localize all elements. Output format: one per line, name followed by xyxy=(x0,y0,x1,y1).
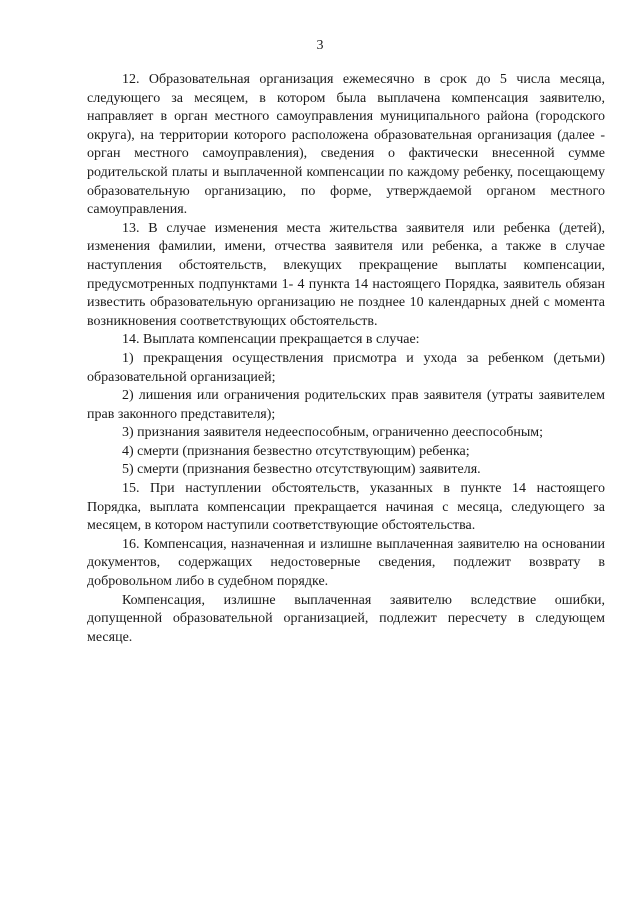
list-item-14-5: 5) смерти (признания безвестно отсутствующим) заявителя. xyxy=(122,462,481,478)
paragraph-14: 14. Выплата компенсации прекращается в случае: xyxy=(122,332,420,348)
paragraph-16: 16. Компенсация, назначенная и излишне выплаченная заявителю на основании документов, содержащих недостоверные сведения, подлежит возврату в добровольном либо в судебном порядке. xyxy=(87,536,605,590)
list-item-14-3: 3) признания заявителя недееспособным, ограниченно дееспособным; xyxy=(122,425,544,441)
list-item-14-2: 2) лишения или ограничения родительских прав заявителя (утраты заявителем прав законного представителя); xyxy=(87,388,605,422)
paragraph-12: 12. Образовательная организация ежемесячно в срок до 5 числа месяца, следующего за месяцем, в котором была выплачена компенсация заявителю, направляет в орган местного самоуправления муниципального района (городского округа), на территории которого расположена образовательная организация (далее - орган местного самоуправления), сведения о фактически внесенной сумме родительской платы и выплаченной компенсации по каждому ребенку, посещающему образовательную организацию, по форме, утверждаемой органом местного самоуправления. xyxy=(87,72,605,218)
page-number: 3 xyxy=(316,38,324,53)
paragraph-15: 15. При наступлении обстоятельств, указанных в пункте 14 настоящего Порядка, выплата компенсации прекращается начиная с месяца, следующего за месяцем, в котором наступили соответствующие обстоятельства. xyxy=(87,481,605,534)
list-item-14-4: 4) смерти (признания безвестно отсутствующим) ребенка; xyxy=(122,443,470,459)
document-body xyxy=(87,71,605,647)
list-item-14-1: 1) прекращения осуществления присмотра и ухода за ребенком (детьми) образовательной организацией; xyxy=(87,350,605,385)
paragraph-13: 13. В случае изменения места жительства заявителя или ребенка (детей), изменения фамилии, имени, отчества заявителя или ребенка, а также в случае наступления обстоятельств, влекущих прекращение выплаты компенсации, предусмотренных подпунктами 1- 4 пункта 14 настоящего Порядка, заявитель обязан известить образовательную организацию не позднее 10 календарных дней с момента возникновения соответствующих обстоятельств. xyxy=(87,220,605,329)
paragraph-16-note: Компенсация, излишне выплаченная заявителю вследствие ошибки, допущенной образовательной организацией, подлежит пересчету в следующем месяце. xyxy=(87,592,605,645)
